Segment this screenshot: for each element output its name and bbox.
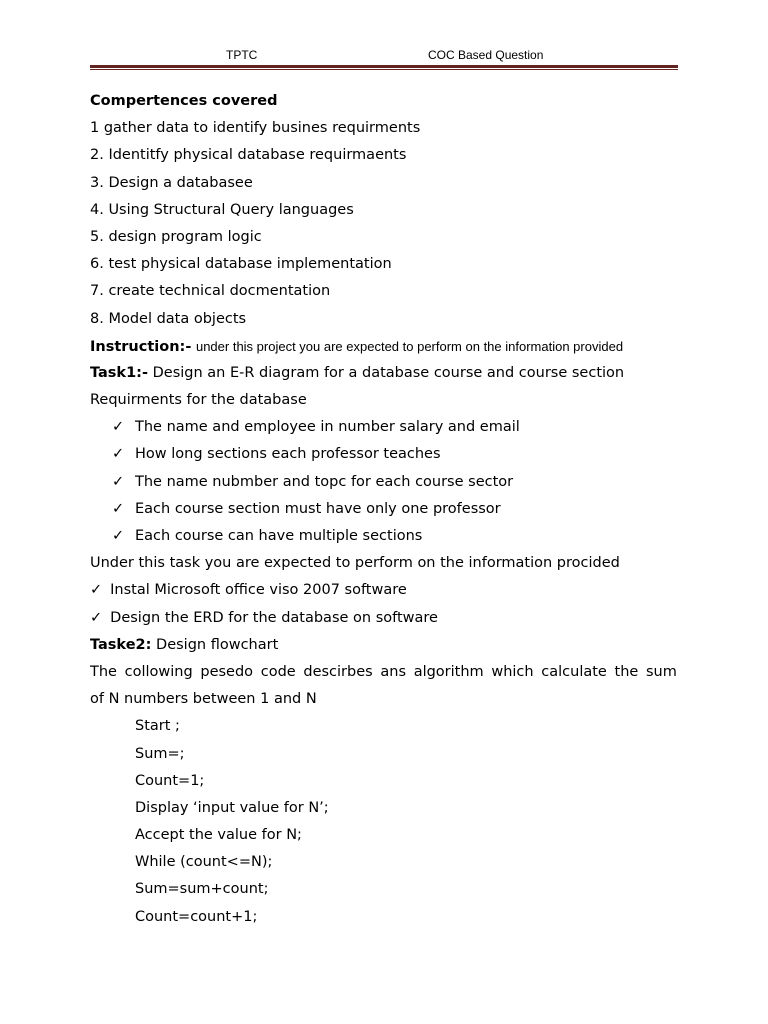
desc-word: collowing: [124, 663, 193, 680]
instruction-line: [90, 333, 677, 360]
header-left: TPTC: [226, 48, 258, 62]
document-body: [90, 88, 677, 931]
desc-word: code: [260, 663, 296, 680]
desc-word: The: [90, 663, 117, 680]
pseudocode-line: Display ‘input value for N’;: [135, 799, 329, 816]
task2-description-line1: [90, 659, 677, 686]
task2-text: Design flowchart: [156, 636, 279, 653]
checkmark-icon: ✓: [90, 582, 103, 599]
checkmark-icon: ✓: [112, 473, 125, 490]
requirement-text: The name and employee in number salary and email: [135, 419, 520, 436]
step-text: Instal Microsoft office viso 2007 software: [110, 582, 407, 599]
task1-line: [90, 360, 677, 387]
pseudocode-line: While (count<=N);: [135, 854, 273, 871]
competence-item: 2. Identitfy physical database requirmaents: [90, 147, 407, 164]
task2-description-line2: of N numbers between 1 and N: [90, 691, 317, 708]
competence-item: 3. Design a databasee: [90, 174, 253, 191]
header-right: COC Based Question: [428, 48, 544, 62]
requirement-text: Each course can have multiple sections: [135, 528, 423, 544]
pseudocode-line: Start ;: [135, 718, 180, 735]
requirement-text: Each course section must have only one professor: [135, 500, 501, 517]
pseudocode-line: Count=count+1;: [135, 908, 258, 925]
pseudocode-line: Accept the value for N;: [135, 827, 302, 844]
checkmark-icon: ✓: [90, 609, 103, 626]
competence-item: 8. Model data objects: [90, 310, 247, 327]
instruction-label: Instruction:-: [90, 338, 192, 355]
desc-word: algorithm: [413, 663, 484, 680]
step-text: Design the ERD for the database on software: [110, 609, 438, 626]
task1-subheading: Requirments for the database: [90, 392, 307, 409]
pseudocode-line: Count=1;: [135, 772, 205, 789]
competence-item: 4. Using Structural Query languages: [90, 201, 354, 218]
step-item: [90, 605, 677, 632]
competence-item: 1 gather data to identify busines requirments: [90, 120, 421, 137]
desc-word: the: [614, 663, 639, 680]
instruction-text: under this project you are expected to perform on the information provided: [195, 338, 624, 354]
competences-title: Compertences covered: [90, 93, 278, 109]
requirement-item: [90, 441, 677, 468]
checkmark-icon: ✓: [112, 446, 125, 463]
requirement-item: [90, 523, 677, 550]
header-rule-thick: [90, 65, 678, 68]
desc-word: pesedo: [200, 663, 254, 680]
requirement-text: How long sections each professor teaches: [135, 446, 441, 463]
pseudocode-line: Sum=;: [135, 745, 185, 762]
competence-item: 7. create technical docmentation: [90, 283, 331, 300]
task1-text: Design an E-R diagram for a database course and course section: [152, 364, 625, 381]
header-rule-thin: [90, 69, 678, 70]
checkmark-icon: ✓: [112, 528, 125, 544]
desc-word: sum: [645, 663, 677, 680]
requirement-item: [90, 469, 677, 496]
desc-word: ans: [380, 663, 407, 680]
requirement-item: [90, 496, 677, 523]
checkmark-icon: ✓: [112, 500, 125, 517]
step-item: [90, 577, 677, 604]
desc-word: which: [491, 663, 534, 680]
task2-line: [90, 632, 677, 659]
task1-label: Task1:-: [90, 364, 148, 381]
checkmark-icon: ✓: [112, 419, 125, 436]
competence-item: 5. design program logic: [90, 228, 262, 245]
requirement-text: The name nubmber and topc for each course sector: [135, 473, 514, 490]
desc-word: calculate: [541, 663, 607, 680]
pseudocode-line: Sum=sum+count;: [135, 881, 269, 898]
requirement-item: [90, 414, 677, 441]
task2-label: Taske2:: [90, 636, 152, 653]
task1-under-text: Under this task you are expected to perform on the information procided: [90, 555, 620, 572]
desc-word: descirbes: [303, 663, 373, 680]
page-header: [0, 46, 768, 66]
competence-item: 6. test physical database implementation: [90, 256, 392, 273]
